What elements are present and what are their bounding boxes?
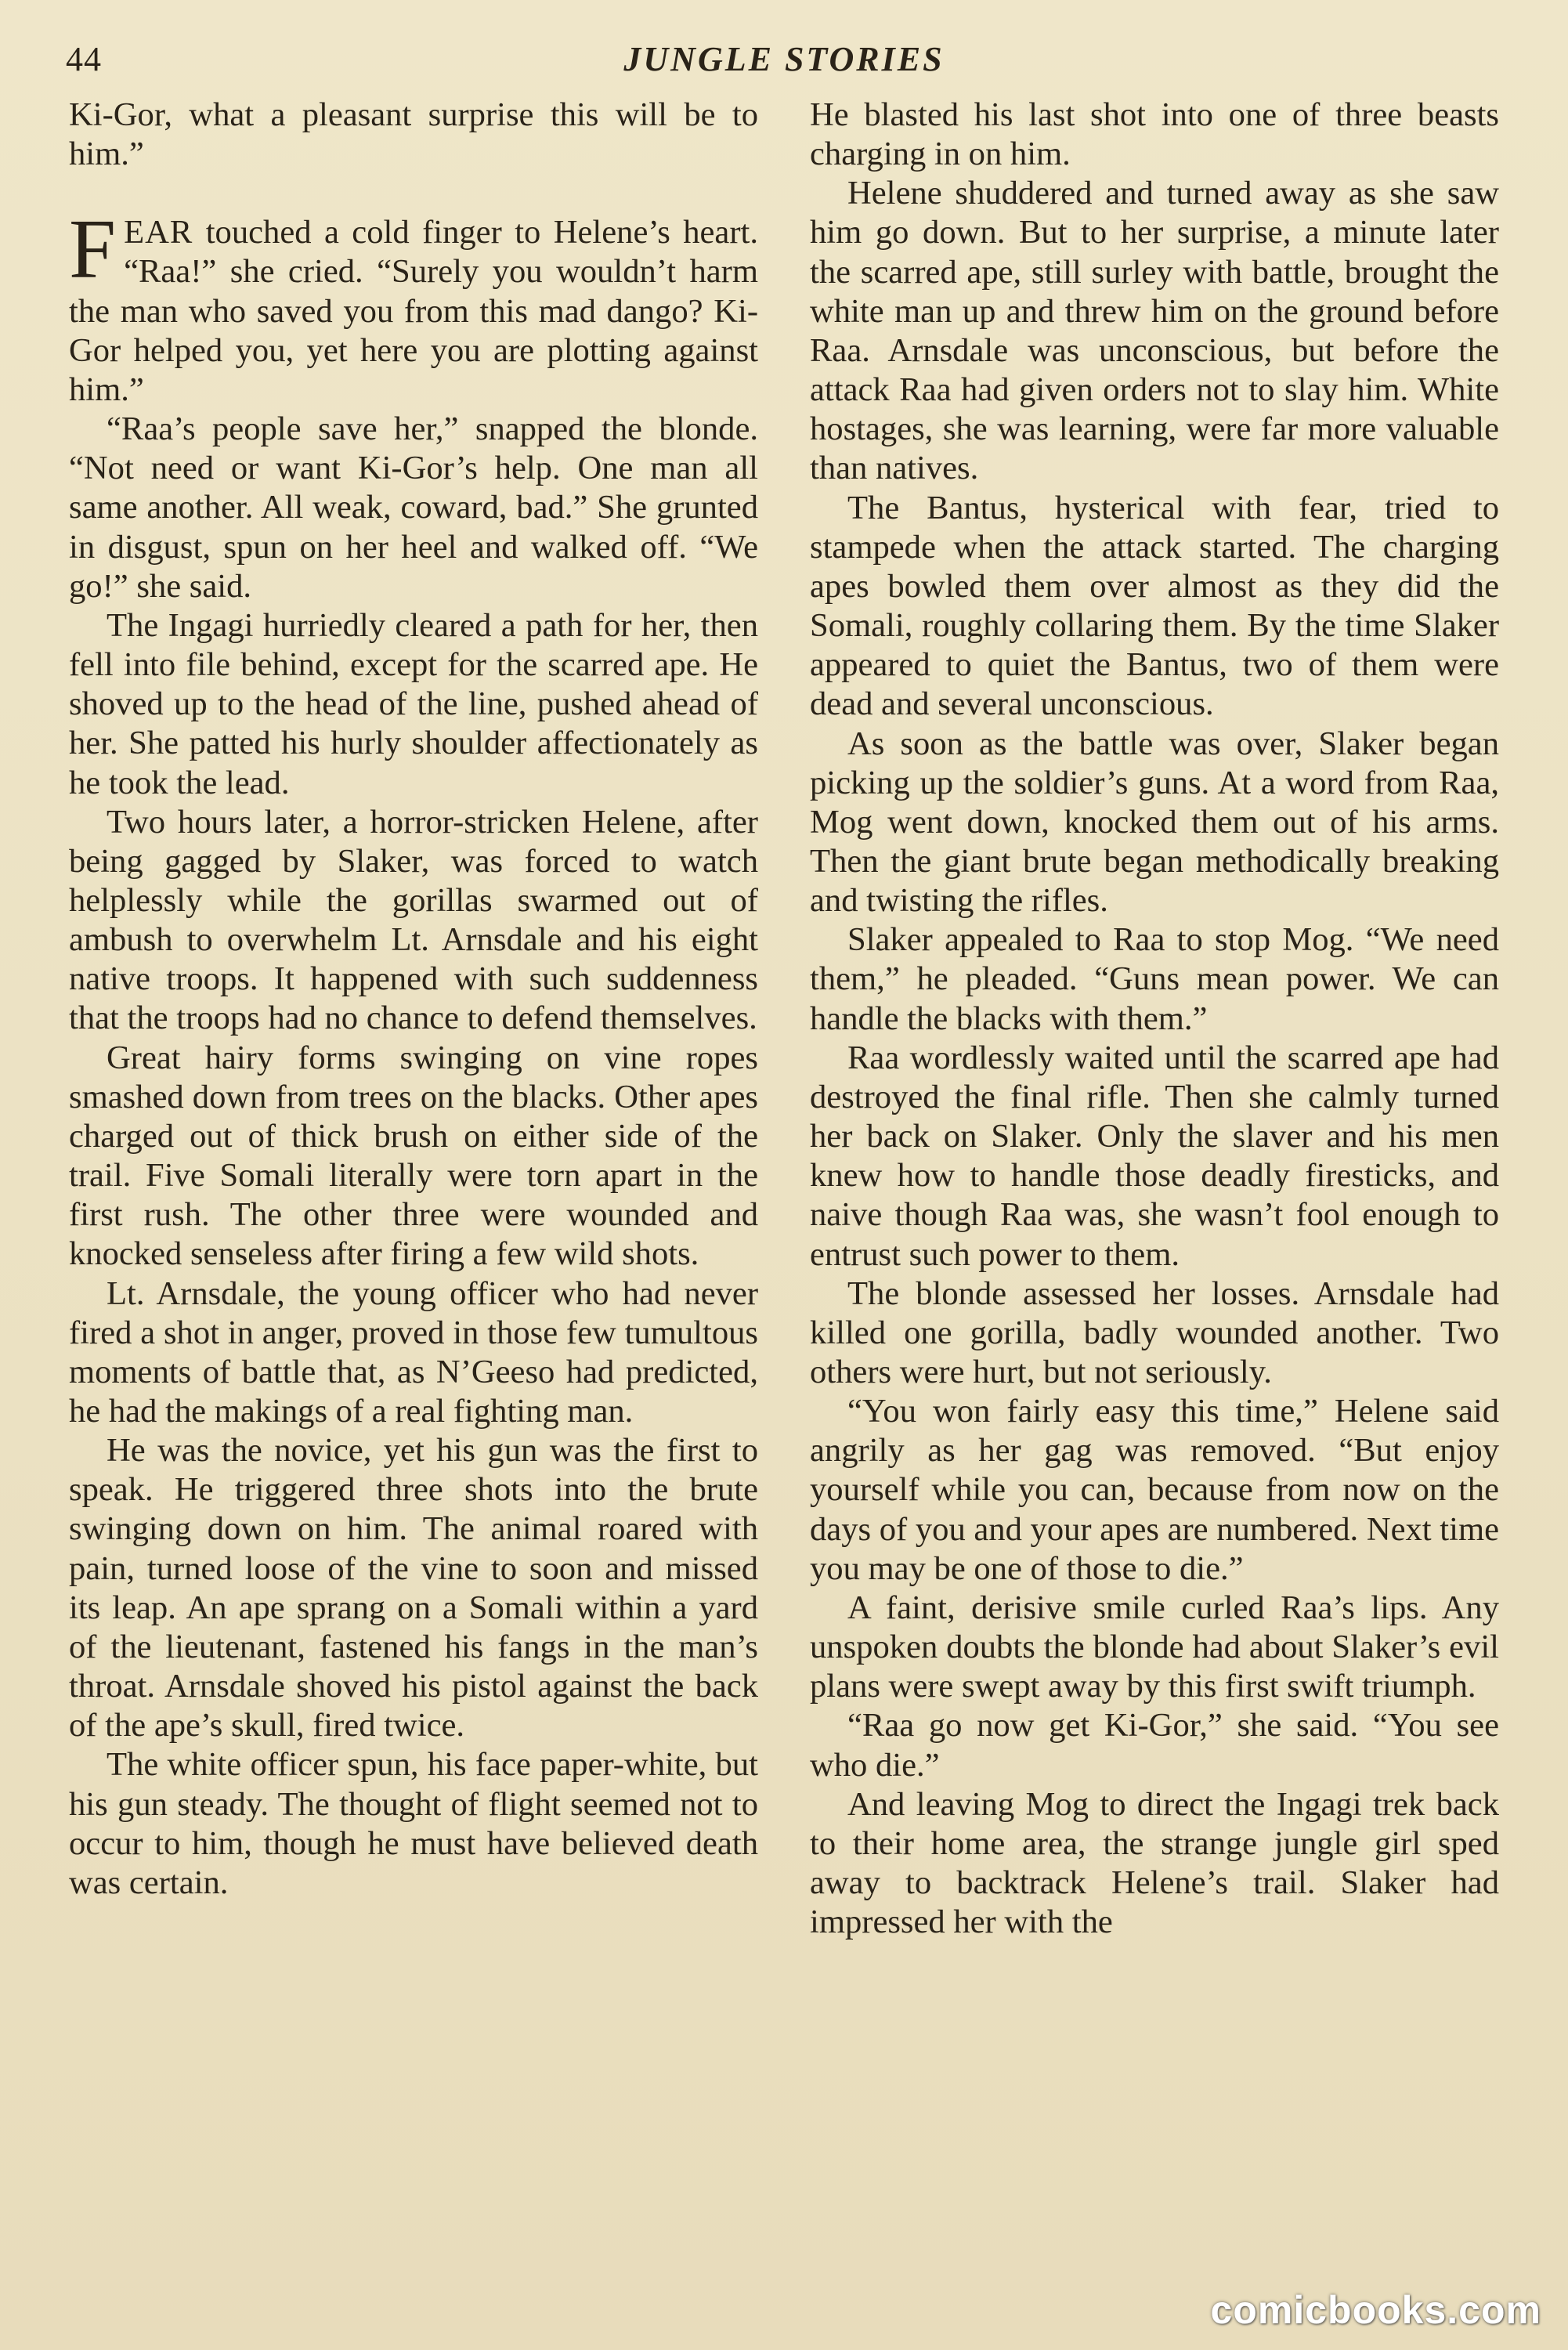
drop-cap-letter: F: [69, 203, 117, 297]
paragraph: “Raa go now get Ki-Gor,” she said. “You see who die.”: [810, 1707, 1499, 1784]
right-column: [810, 96, 1499, 2312]
paragraph: Raa wordlessly waited until the scarred ape had destroyed the final rifle. Then she calmly turned her back on Slaker. Only the slaver and his men knew how to handle those deadly firesticks, and naive though Raa was, she wasn’t fool enough to entrust such power to them.: [810, 1039, 1499, 1273]
running-title: JUNGLE STORIES: [623, 40, 945, 78]
paragraph: Slaker appealed to Raa to stop Mog. “We need them,” he pleaded. “Guns mean power. We can handle the blacks with them.”: [810, 921, 1499, 1037]
paragraph: The Bantus, hysterical with fear, tried to stampede when the attack started. The charging apes bowled them over almost as they did the Somali, roughly collaring them. By the time Slaker appeared to quiet the Bantus, two of them were dead and several unconscious.: [810, 489, 1499, 723]
paragraph-text: touched a cold finger to Helene’s heart. “Raa!” she cried. “Surely you wouldn’t harm the man who saved you from this mad dango? Ki-Gor helped you, yet here you are plotting against him.”: [69, 214, 758, 408]
left-column: [69, 96, 758, 2312]
paragraph: Two hours later, a horror-stricken Helene, after being gagged by Slaker, was forced to watch helplessly while the gorillas swarmed out of ambush to overwhelm Lt. Arnsdale and his eight native troops. It happened with such suddenness that the troops had no chance to defend themselves.: [69, 803, 758, 1037]
paragraph: A faint, derisive smile curled Raa’s lips. Any unspoken doubts the blonde had about Slaker’s evil plans were swept away by this first swift triumph.: [810, 1589, 1499, 1705]
paragraph: The white officer spun, his face paper-white, but his gun steady. The thought of flight seemed not to occur to him, though he must have believed death was certain.: [69, 1746, 758, 1901]
page-header: [0, 39, 1568, 86]
text-columns: [69, 96, 1499, 2312]
paragraph: “Raa’s people save her,” snapped the blonde. “Not need or want Ki-Gor’s help. One man all same another. All weak, coward, bad.” She grunted in disgust, spun on her heel and walked off. “We go!” she said.: [69, 410, 758, 605]
paragraph: Ki-Gor, what a pleasant surprise this will be to him.”: [69, 96, 758, 173]
paragraph: The Ingagi hurriedly cleared a path for her, then fell into file behind, except for the scarred ape. He shoved up to the head of the line, pushed ahead of her. She patted his hurly shoulder affectionately as he took the lead.: [69, 606, 758, 801]
paragraph: He blasted his last shot into one of three beasts charging in on him.: [810, 96, 1499, 173]
paragraph: Lt. Arnsdale, the young officer who had never fired a shot in anger, proved in those few tumultous moments of battle that, as N’Geeso had predicted, he had the makings of a real fighting man.: [69, 1274, 758, 1430]
paragraph: The blonde assessed her losses. Arnsdale had killed one gorilla, badly wounded another. Two others were hurt, but not seriously.: [810, 1274, 1499, 1390]
paragraph-dropcap: [69, 203, 758, 410]
paragraph: He was the novice, yet his gun was the first to speak. He triggered three shots into the brute swinging down on him. The animal roared with pain, turned loose of the vine to soon and missed its leap. An ape sprang on a Somali within a yard of the lieutenant, fastened his fangs in the man’s throat. Arnsdale shoved his pistol against the back of the ape’s skull, fired twice.: [69, 1432, 758, 1744]
paragraph: Helene shuddered and turned away as she saw him go down. But to her surprise, a minute later the scarred ape, still surley with battle, brought the white man up and threw him on the ground before Raa. Arnsdale was unconscious, but before the attack Raa had given orders not to slay him. White hostages, she was learning, were far more valuable than natives.: [810, 175, 1499, 487]
paragraph: “You won fairly easy this time,” Helene said angrily as her gag was removed. “But enjoy yourself while you can, because from now on the days of you and your apes are numbered. Next time you may be one of those to die.”: [810, 1393, 1499, 1587]
paragraph: As soon as the battle was over, Slaker began picking up the soldier’s guns. At a word from Raa, Mog went down, knocked them out of his arms. Then the giant brute began methodically breaking and twisting the rifles.: [810, 725, 1499, 920]
small-caps-lead: EAR: [124, 214, 193, 251]
paragraph: And leaving Mog to direct the Ingagi trek back to their home area, the strange jungle girl sped away to backtrack Helene’s trail. Slaker had impressed her with the: [810, 1785, 1499, 1941]
paragraph: Great hairy forms swinging on vine ropes smashed down from trees on the blacks. Other apes charged out of thick brush on either side of the trail. Five Somali literally were torn apart in the first rush. The other three were wounded and knocked senseless after firing a few wild shots.: [69, 1039, 758, 1273]
watermark: comicbooks.com: [1210, 2288, 1541, 2332]
page-number: 44: [66, 40, 102, 78]
